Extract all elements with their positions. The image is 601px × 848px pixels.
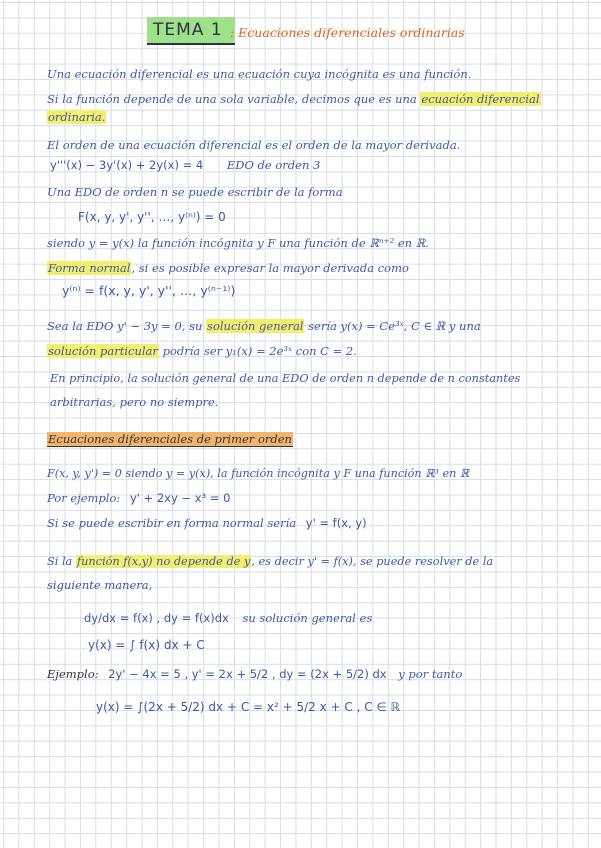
title-underline (147, 43, 235, 45)
example-solution: y(x) = ∫(2x + 5/2) dx + C = x² + 5/2 x + C , C ∈ ℝ (96, 700, 401, 714)
example-equation: 2y' − 4x = 5 , y' = 2x + 5/2 , dy = (2x + 5/2) dx (108, 667, 387, 681)
ode-example-order: EDO de orden 3 (226, 158, 321, 172)
highlight-forma-normal: Forma normal (48, 261, 131, 275)
note-line-9-text: , si es posible expresar la mayor derivada como (131, 261, 409, 275)
note-line-17-a: Si se puede escribir en forma normal sería (47, 516, 297, 530)
section-heading (47, 432, 293, 446)
example-label: Ejemplo: (47, 667, 99, 681)
note-line-16 (47, 491, 230, 505)
note-line-18-a: Si la (47, 555, 73, 568)
normal-form-equation: y⁽ⁿ⁾ = f(x, y, y', y'', …, y⁽ⁿ⁻¹⁾) (62, 283, 236, 298)
integral-solution: y(x) = ∫ f(x) dx + C (88, 638, 205, 652)
note-line-2 (47, 92, 541, 106)
ode-example-equation: y'''(x) − 3y'(x) + 2y(x) = 4 (50, 158, 204, 172)
note-line-2-text: Si la función depende de una sola variable, decimos que es una (47, 92, 417, 106)
note-line-18-c: , es decir y' = f(x), se puede resolver de la (251, 555, 494, 568)
note-line-19: siguiente manera, (47, 578, 153, 592)
note-line-6: Una EDO de orden n se puede escribir de la forma (47, 185, 343, 199)
highlight-ecuacion-diferencial: ecuación diferencial (421, 92, 540, 106)
note-line-22-c: y por tanto (398, 667, 463, 681)
note-line-11-a: Sea la EDO y' − 3y = 0, su (47, 319, 203, 333)
note-line-15: F(x, y, y') = 0 siendo y = y(x), la función incógnita y F una función ℝ³ en ℝ (47, 467, 470, 480)
page-title: TEMA 1 (153, 20, 223, 40)
note-line-3 (47, 110, 106, 124)
section-heading-text: Ecuaciones diferenciales de primer orden (48, 432, 292, 446)
note-line-13: En principio, la solución general de una EDO de orden n depende de n constantes (50, 372, 521, 385)
highlight-solucion-particular: solución particular (48, 344, 158, 358)
highlight-ordinaria: ordinaria. (48, 110, 106, 124)
note-line-20 (84, 611, 372, 625)
general-form-equation: F(x, y, y', y'', …, y⁽ⁿ⁾) = 0 (78, 210, 226, 224)
highlight-solucion-general: solución general (207, 319, 304, 333)
note-line-14: arbitrarias, pero no siempre. (50, 395, 219, 409)
note-line-8: siendo y = y(x) la función incógnita y F una función de ℝⁿ⁺² en ℝ. (47, 236, 429, 250)
page-subtitle: : Ecuaciones diferenciales ordinarias (230, 25, 465, 40)
note-line-5 (50, 158, 320, 172)
note-line-12 (47, 344, 357, 358)
note-line-22 (47, 667, 462, 681)
note-line-11-c: sería y(x) = Ce³ˣ, C ∈ ℝ y una (308, 319, 481, 333)
note-line-12-b: podría ser y₁(x) = 2e³ˣ con C = 2. (162, 344, 357, 358)
note-line-4: El orden de una ecuación diferencial es el orden de la mayor derivada. (47, 138, 461, 152)
note-line-9 (47, 261, 409, 275)
note-line-18 (47, 555, 493, 569)
first-order-example: y' + 2xy − x³ = 0 (129, 491, 231, 505)
note-line-20-b: su solución general es (242, 611, 373, 625)
note-line-1: Una ecuación diferencial es una ecuación cuya incógnita es una función. (47, 67, 472, 81)
note-line-17 (47, 516, 367, 530)
highlight-no-depende: función f(x,y) no depende de y (76, 555, 251, 568)
separation-equation: dy/dx = f(x) , dy = f(x)dx (84, 611, 229, 625)
note-line-11 (47, 319, 481, 333)
first-order-normal-form: y' = f(x, y) (305, 516, 367, 530)
note-line-16-a: Por ejemplo: (47, 491, 121, 505)
